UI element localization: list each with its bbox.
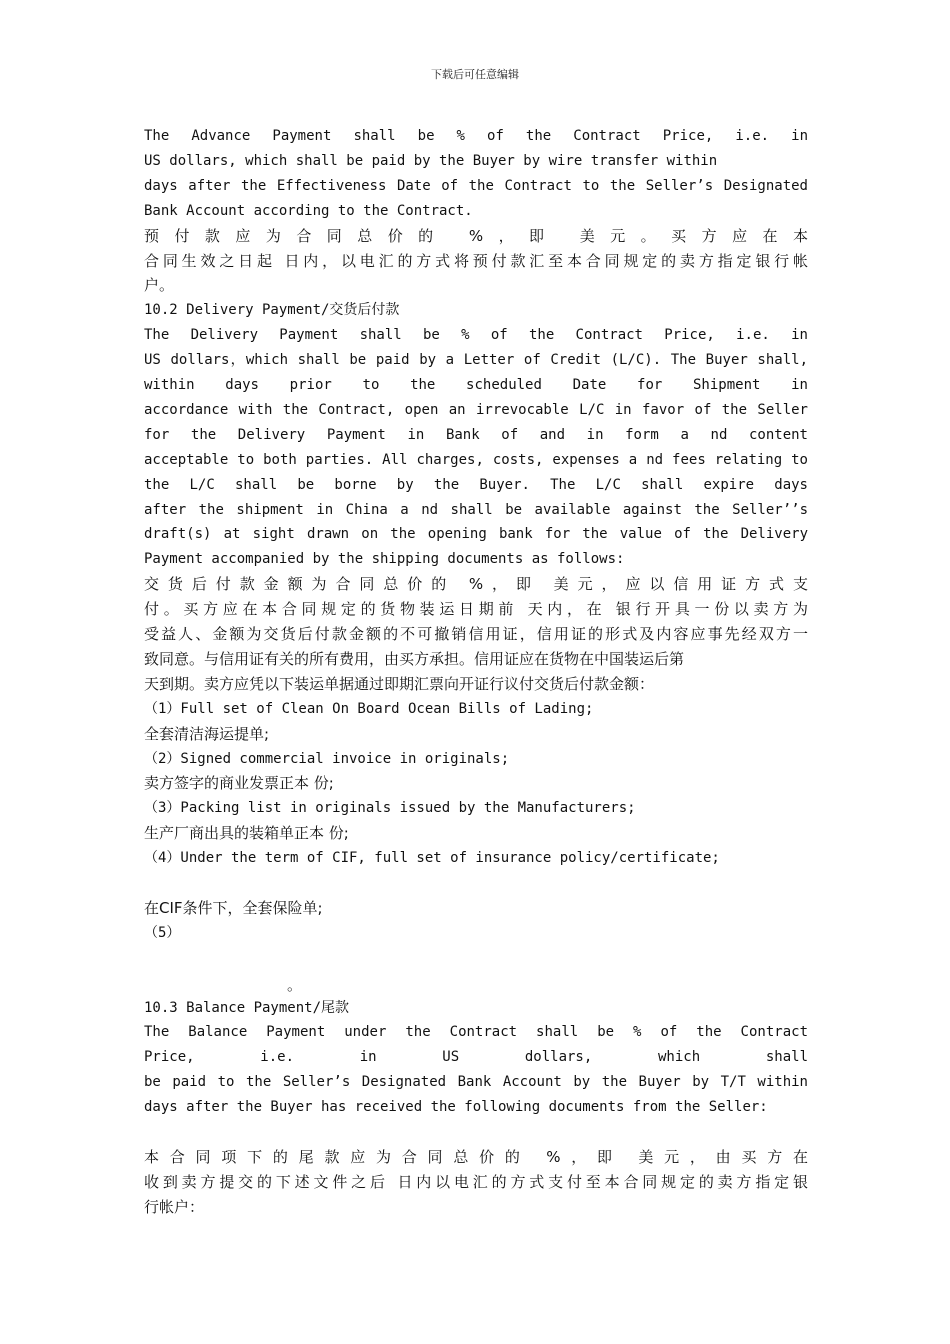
text-line: Bank Account according to the Contract. [144,202,473,219]
text-line [144,871,808,896]
text-line: Price, i.e. in US dollars, which shall [144,1049,808,1066]
text-line [144,946,808,971]
text-line [144,1120,808,1145]
text-line: 行帐户： [144,1197,205,1216]
text-line: 交货后付款金额为合同总价的 %，即 美元，应以信用证方式支 [144,575,808,594]
text-line: 致同意。与信用证有关的所有费用，由买方承担。信用证应在货物在中国装运后第 [144,649,685,668]
text-line: 付。买方应在本合同规定的货物装运日期前 天内，在 银行开具一份以卖方为 [144,600,808,619]
text-line: 收到卖方提交的下述文件之后 日内以电汇的方式支付至本合同规定的卖方指定银 [144,1172,808,1191]
text-line: （1）Full set of Clean On Board Ocean Bills of Lading; [144,700,594,717]
text-line [144,971,808,996]
text-line: after the shipment in China a nd shall be available against the Seller’’s [144,501,808,518]
text-line: 天到期。卖方应凭以下装运单据通过即期汇票向开证行议付交货后付款金额： [144,674,655,693]
text-line: draft(s) at sight drawn on the opening bank for the value of the Delivery [144,526,808,543]
text-line: 受益人、金额为交货后付款金额的不可撤销信用证，信用证的形式及内容应事先经双方一 [144,625,808,643]
text-line: （3）Packing list in originals issued by the Manufacturers; [144,800,636,817]
text-line: （2）Signed commercial invoice in originals; [144,750,510,767]
text-line: 10.3 Balance Payment/尾款 [144,999,350,1016]
text-line: within days prior to the scheduled Date for Shipment in [144,377,808,393]
text-line: 全套清洁海运提单; [144,724,270,743]
text-line: 预付款应为合同总价的 %，即 美元。买方应在本 [144,226,808,245]
text-line: （4）Under the term of CIF, full set of insurance policy/certificate; [144,850,720,867]
text-line: acceptable to both parties. All charges, costs, expenses a nd fees relating to [144,451,808,468]
stray-punctuation: 。 [287,976,303,994]
page-header: 下载后可任意编辑 [431,68,519,81]
text-line: 生产厂商出具的装箱单正本 份; [144,824,349,843]
text-line: days after the Effectiveness Date of the Contract to the Seller’s Designated [144,177,808,194]
text-line: The Delivery Payment shall be % of the Contract Price, i.e. in [144,327,808,344]
text-line: 卖方签字的商业发票正本 份; [144,774,334,793]
text-line: （5） [144,924,181,941]
text-line: The Balance Payment under the Contract shall be % of the Contract [144,1024,808,1041]
text-line: the L/C shall be borne by the Buyer. The L/C shall expire days [144,476,808,493]
text-line: US dollars, which shall be paid by the Buyer by wire transfer within [144,152,718,169]
text-line: US dollars，which shall be paid by a Letter of Credit (L/C). The Buyer shall, [144,352,808,369]
text-line: for the Delivery Payment in Bank of and in form a nd content [144,426,808,443]
text-line: 户。 [144,276,175,295]
text-line: 本合同项下的尾款应为合同总价的 %，即 美元，由买方在 [144,1147,808,1166]
text-line: The Advance Payment shall be % of the Contract Price, i.e. in [144,128,808,144]
text-line: Payment accompanied by the shipping documents as follows: [144,551,625,568]
text-line: 合同生效之日起 日内，以电汇的方式将预付款汇至本合同规定的卖方指定银行帐 [144,251,808,270]
text-line: 10.2 Delivery Payment/交货后付款 [144,302,400,319]
text-line: days after the Buyer has received the following documents from the Seller: [144,1099,768,1116]
text-line: be paid to the Seller’s Designated Bank Account by the Buyer by T/T within [144,1074,808,1091]
text-line: 在CIF条件下，全套保险单; [144,898,323,917]
text-line: accordance with the Contract, open an irrevocable L/C in favor of the Seller [144,401,808,418]
